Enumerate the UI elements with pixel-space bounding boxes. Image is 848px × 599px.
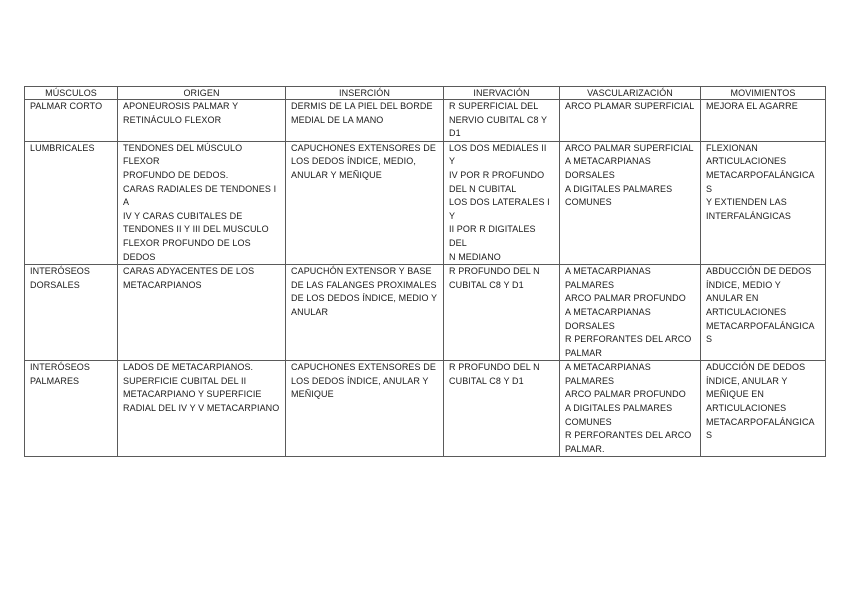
cell-line: SUPERFICIE CUBITAL DEL II: [123, 375, 247, 386]
cell-line: DE LOS DEDOS ÍNDICE, MEDIO Y: [291, 293, 438, 304]
header-movimientos: MOVIMIENTOS: [701, 87, 826, 100]
header-musculos: MÚSCULOS: [25, 87, 118, 100]
cell-line: Y EXTIENDEN LAS: [706, 197, 787, 208]
table-row: [25, 100, 826, 142]
table-row: [25, 141, 826, 264]
cell-line: CUBITAL C8 Y D1: [449, 375, 524, 386]
cell-line: IV POR R PROFUNDO: [449, 169, 545, 180]
cell-movimientos: [701, 100, 826, 142]
header-inervacion: INERVACIÓN: [444, 87, 560, 100]
cell-line: CARAS ADYACENTES DE LOS: [123, 266, 255, 277]
cell-line: ADUCCIÓN DE DEDOS: [706, 362, 806, 373]
table-body: [25, 100, 826, 457]
cell-line: ARTICULACIONES: [706, 306, 787, 317]
cell-line: METACARPOFALÁNGICAS: [706, 169, 815, 194]
cell-inervacion: [444, 265, 560, 361]
cell-line: CAPUCHONES EXTENSORES DE: [291, 142, 436, 153]
cell-line: A METACARPIANAS: [565, 362, 651, 373]
header-vascularizacion: VASCULARIZACIÓN: [560, 87, 701, 100]
cell-line: IV Y CARAS CUBITALES DE: [123, 210, 243, 221]
muscle-table: [24, 86, 826, 457]
cell-line: ABDUCCIÓN DE DEDOS: [706, 266, 812, 277]
cell-vascularizacion: [560, 361, 701, 457]
cell-line: MEÑIQUE: [291, 389, 334, 400]
cell-line: ARCO PALMAR PROFUNDO: [565, 293, 686, 304]
cell-vascularizacion: [560, 265, 701, 361]
cell-insercion: [286, 361, 444, 457]
table-row: [25, 265, 826, 361]
cell-line: PALMARES: [30, 375, 80, 386]
cell-inervacion: [444, 141, 560, 264]
header-insercion: INSERCIÓN: [286, 87, 444, 100]
cell-line: PALMAR: [565, 347, 602, 358]
cell-origen: [118, 361, 286, 457]
cell-insercion: [286, 141, 444, 264]
cell-line: DORSALES: [30, 279, 80, 290]
cell-line: INTERÓSEOS: [30, 362, 91, 373]
cell-line: A METACARPIANAS: [565, 306, 651, 317]
cell-line: ÍNDICE, MEDIO Y: [706, 279, 781, 290]
cell-movimientos: [701, 141, 826, 264]
cell-line: PALMARES: [565, 279, 615, 290]
table-header: [25, 87, 826, 100]
cell-line: CAPUCHÓN EXTENSOR Y BASE: [291, 266, 432, 277]
cell-line: METACARPIANOS: [123, 279, 202, 290]
cell-line: CUBITAL C8 Y D1: [449, 279, 524, 290]
cell-line: DORSALES: [565, 320, 615, 331]
cell-origen: [118, 141, 286, 264]
cell-line: METACARPIANO Y SUPERFICIE: [123, 389, 262, 400]
cell-line: INTERFALÁNGICAS: [706, 210, 792, 221]
cell-line: D1: [449, 128, 461, 139]
cell-line: ÍNDICE, ANULAR Y: [706, 375, 788, 386]
cell-line: II POR R DIGITALES DEL: [449, 224, 536, 248]
cell-line: RETINÁCULO FLEXOR: [123, 114, 222, 125]
cell-movimientos: [701, 265, 826, 361]
cell-inervacion: [444, 100, 560, 142]
cell-vascularizacion: [560, 141, 701, 264]
cell-line: NERVIO CUBITAL C8 Y: [449, 114, 548, 125]
cell-line: ANULAR Y MEÑIQUE: [291, 169, 382, 180]
cell-musculo: [25, 100, 118, 142]
cell-line: LADOS DE METACARPIANOS.: [123, 362, 254, 373]
cell-origen: [118, 265, 286, 361]
cell-musculo: [25, 141, 118, 264]
cell-line: DORSALES: [565, 169, 615, 180]
cell-line: PALMAR.: [565, 443, 605, 454]
cell-line: PROFUNDO DE DEDOS.: [123, 169, 229, 180]
cell-line: A DIGITALES PALMARES: [565, 403, 673, 414]
cell-line: R PROFUNDO DEL N: [449, 266, 540, 277]
cell-line: ARTICULACIONES: [706, 156, 787, 167]
cell-line: FLEXOR PROFUNDO DE LOS DEDOS: [123, 237, 251, 262]
cell-line: A DIGITALES PALMARES: [565, 183, 673, 194]
cell-line: METACARPOFALÁNGICAS: [706, 416, 815, 441]
cell-line: LUMBRICALES: [30, 142, 95, 153]
cell-line: R SUPERFICIAL DEL: [449, 101, 539, 111]
cell-line: RADIAL DEL IV Y V METACARPIANO: [123, 403, 280, 414]
cell-line: DERMIS DE LA PIEL DEL BORDE: [291, 101, 433, 111]
cell-line: DEL N CUBITAL: [449, 183, 517, 194]
header-row: [25, 87, 826, 100]
cell-line: MEDIAL DE LA MANO: [291, 114, 384, 125]
cell-line: INTERÓSEOS: [30, 266, 91, 277]
cell-line: A METACARPIANAS: [565, 156, 651, 167]
cell-line: CARAS RADIALES DE TENDONES I A: [123, 183, 277, 208]
cell-movimientos: [701, 361, 826, 457]
cell-line: R PERFORANTES DEL ARCO: [565, 334, 692, 345]
cell-line: CAPUCHONES EXTENSORES DE: [291, 362, 436, 373]
cell-musculo: [25, 265, 118, 361]
cell-line: COMUNES: [565, 197, 612, 208]
cell-line: ARCO PLAMAR SUPERFICIAL: [565, 101, 695, 111]
cell-line: ARCO PALMAR SUPERFICIAL: [565, 142, 694, 153]
cell-line: PALMARES: [565, 375, 615, 386]
cell-line: COMUNES: [565, 416, 612, 427]
cell-line: TENDONES II Y III DEL MUSCULO: [123, 224, 269, 235]
table-row: [25, 361, 826, 457]
cell-line: LOS DEDOS ÍNDICE, ANULAR Y: [291, 375, 429, 386]
header-origen: ORIGEN: [118, 87, 286, 100]
cell-inervacion: [444, 361, 560, 457]
cell-line: MEÑIQUE EN: [706, 389, 765, 400]
cell-line: DE LAS FALANGES PROXIMALES: [291, 279, 437, 290]
cell-line: PALMAR CORTO: [30, 101, 103, 111]
cell-origen: [118, 100, 286, 142]
cell-line: ARTICULACIONES: [706, 403, 787, 414]
cell-vascularizacion: [560, 100, 701, 142]
cell-line: ARCO PALMAR PROFUNDO: [565, 389, 686, 400]
cell-line: R PERFORANTES DEL ARCO: [565, 430, 692, 441]
cell-line: R PROFUNDO DEL N: [449, 362, 540, 373]
cell-line: FLEXIONAN: [706, 142, 758, 153]
cell-insercion: [286, 265, 444, 361]
cell-line: LOS DOS MEDIALES II Y: [449, 142, 547, 167]
cell-line: APONEUROSIS PALMAR Y: [123, 101, 239, 111]
cell-line: TENDONES DEL MÚSCULO FLEXOR: [123, 142, 243, 167]
cell-line: A METACARPIANAS: [565, 266, 651, 277]
cell-musculo: [25, 361, 118, 457]
cell-line: N MEDIANO: [449, 251, 501, 262]
cell-line: ANULAR: [291, 306, 329, 317]
cell-line: LOS DEDOS ÍNDICE, MEDIO,: [291, 156, 416, 167]
cell-line: LOS DOS LATERALES I Y: [449, 197, 550, 221]
cell-line: MEJORA EL AGARRE: [706, 101, 798, 111]
cell-line: METACARPOFALÁNGICAS: [706, 320, 815, 345]
cell-insercion: [286, 100, 444, 142]
cell-line: ANULAR EN: [706, 293, 759, 304]
